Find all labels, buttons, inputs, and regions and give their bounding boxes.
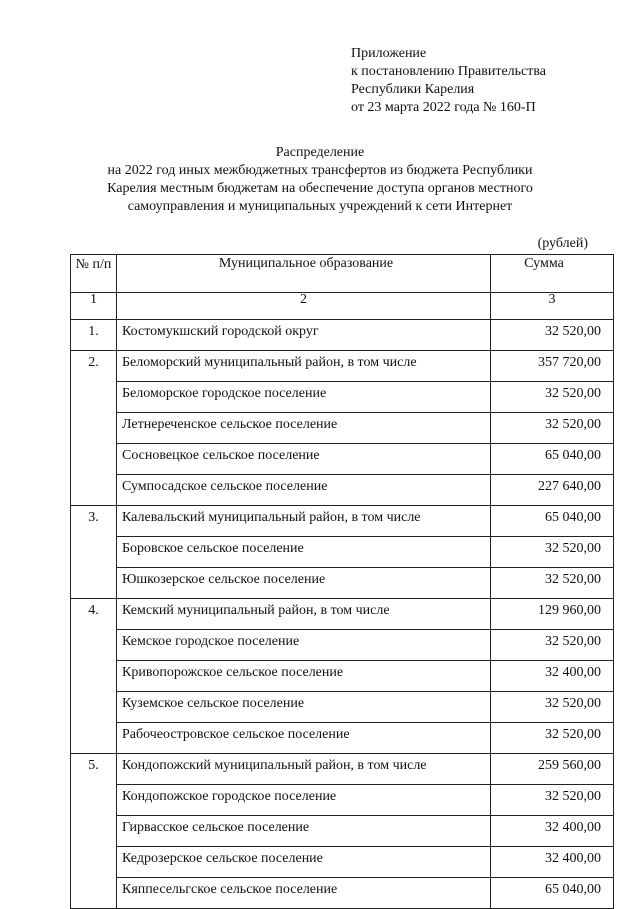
row-num: 1.	[71, 320, 117, 351]
appendix-line: от 23 марта 2022 года № 160-П	[351, 100, 536, 115]
table-row	[71, 630, 614, 661]
row-num	[71, 847, 117, 878]
table-row	[71, 692, 614, 723]
row-name: Кондопожский муниципальный район, в том числе	[117, 754, 491, 785]
table-row	[71, 847, 614, 878]
row-sum: 32 400,00	[491, 816, 614, 847]
row-name: Кривопорожское сельское поселение	[117, 661, 491, 692]
row-name: Сумпосадское сельское поселение	[117, 475, 491, 506]
table-row	[71, 599, 614, 630]
row-num	[71, 692, 117, 723]
title-line: Распределение	[275, 145, 365, 160]
table-row	[71, 537, 614, 568]
table-row	[71, 475, 614, 506]
table-row	[71, 382, 614, 413]
row-sum: 32 520,00	[491, 568, 614, 599]
row-num	[71, 785, 117, 816]
row-sum: 32 520,00	[491, 785, 614, 816]
row-num: 3.	[71, 506, 117, 537]
appendix-line: Приложение	[351, 46, 427, 61]
row-sum: 32 520,00	[491, 630, 614, 661]
row-num	[71, 816, 117, 847]
row-sum: 357 720,00	[491, 351, 614, 382]
header-num: № п/п	[71, 255, 117, 293]
row-sum: 259 560,00	[491, 754, 614, 785]
row-sum: 32 520,00	[491, 413, 614, 444]
row-name: Костомукшский городской округ	[117, 320, 491, 351]
row-num	[71, 661, 117, 692]
table-row	[71, 661, 614, 692]
row-name: Кемское городское поселение	[117, 630, 491, 661]
colnum-1: 1	[71, 293, 117, 320]
table-row	[71, 413, 614, 444]
header-sum: Сумма	[491, 255, 614, 293]
row-num	[71, 630, 117, 661]
row-name: Кяппесельгское сельское поселение	[117, 878, 491, 909]
table-row	[71, 785, 614, 816]
unit-label: (рублей)	[537, 236, 588, 251]
distribution-table	[70, 254, 614, 909]
row-num	[71, 568, 117, 599]
header-name: Муниципальное образование	[117, 255, 491, 293]
table-row	[71, 351, 614, 382]
row-num	[71, 537, 117, 568]
column-numbers-row	[71, 293, 614, 320]
row-sum: 65 040,00	[491, 506, 614, 537]
row-name: Боровское сельское поселение	[117, 537, 491, 568]
row-num	[71, 475, 117, 506]
document-title	[60, 144, 580, 216]
row-name: Кемский муниципальный район, в том числе	[117, 599, 491, 630]
row-sum: 65 040,00	[491, 444, 614, 475]
row-num	[71, 878, 117, 909]
row-sum: 32 400,00	[491, 847, 614, 878]
row-sum: 32 520,00	[491, 537, 614, 568]
row-num	[71, 382, 117, 413]
table-row	[71, 816, 614, 847]
row-num	[71, 723, 117, 754]
table-row	[71, 754, 614, 785]
table-row	[71, 568, 614, 599]
row-sum: 65 040,00	[491, 878, 614, 909]
row-num: 4.	[71, 599, 117, 630]
row-name: Гирвасское сельское поселение	[117, 816, 491, 847]
row-sum: 32 400,00	[491, 661, 614, 692]
row-name: Кондопожское городское поселение	[117, 785, 491, 816]
colnum-3: 3	[491, 293, 614, 320]
row-sum: 32 520,00	[491, 723, 614, 754]
appendix-block	[351, 45, 546, 117]
row-sum: 129 960,00	[491, 599, 614, 630]
table-row	[71, 723, 614, 754]
table-row	[71, 878, 614, 909]
title-line: Карелия местным бюджетам на обеспечение доступа органов местного	[107, 181, 533, 196]
row-name: Летнереченское сельское поселение	[117, 413, 491, 444]
row-name: Калевальский муниципальный район, в том числе	[117, 506, 491, 537]
title-line: на 2022 год иных межбюджетных трансфертов из бюджета Республики	[107, 163, 533, 178]
title-line: самоуправления и муниципальных учреждений к сети Интернет	[127, 199, 513, 214]
row-sum: 32 520,00	[491, 382, 614, 413]
appendix-line: к постановлению Правительства	[351, 64, 547, 79]
row-sum: 32 520,00	[491, 320, 614, 351]
table-row	[71, 444, 614, 475]
row-name: Куземское сельское поселение	[117, 692, 491, 723]
table-header-row	[71, 255, 614, 293]
row-name: Сосновецкое сельское поселение	[117, 444, 491, 475]
row-name: Беломорское городское поселение	[117, 382, 491, 413]
row-num	[71, 413, 117, 444]
row-name: Юшкозерское сельское поселение	[117, 568, 491, 599]
colnum-2: 2	[117, 293, 491, 320]
row-name: Рабочеостровское сельское поселение	[117, 723, 491, 754]
row-num: 5.	[71, 754, 117, 785]
row-sum: 32 520,00	[491, 692, 614, 723]
row-num	[71, 444, 117, 475]
row-num: 2.	[71, 351, 117, 382]
table-row	[71, 506, 614, 537]
table-row	[71, 320, 614, 351]
row-name: Кедрозерское сельское поселение	[117, 847, 491, 878]
row-sum: 227 640,00	[491, 475, 614, 506]
appendix-line: Республики Карелия	[351, 82, 475, 97]
row-name: Беломорский муниципальный район, в том числе	[117, 351, 491, 382]
